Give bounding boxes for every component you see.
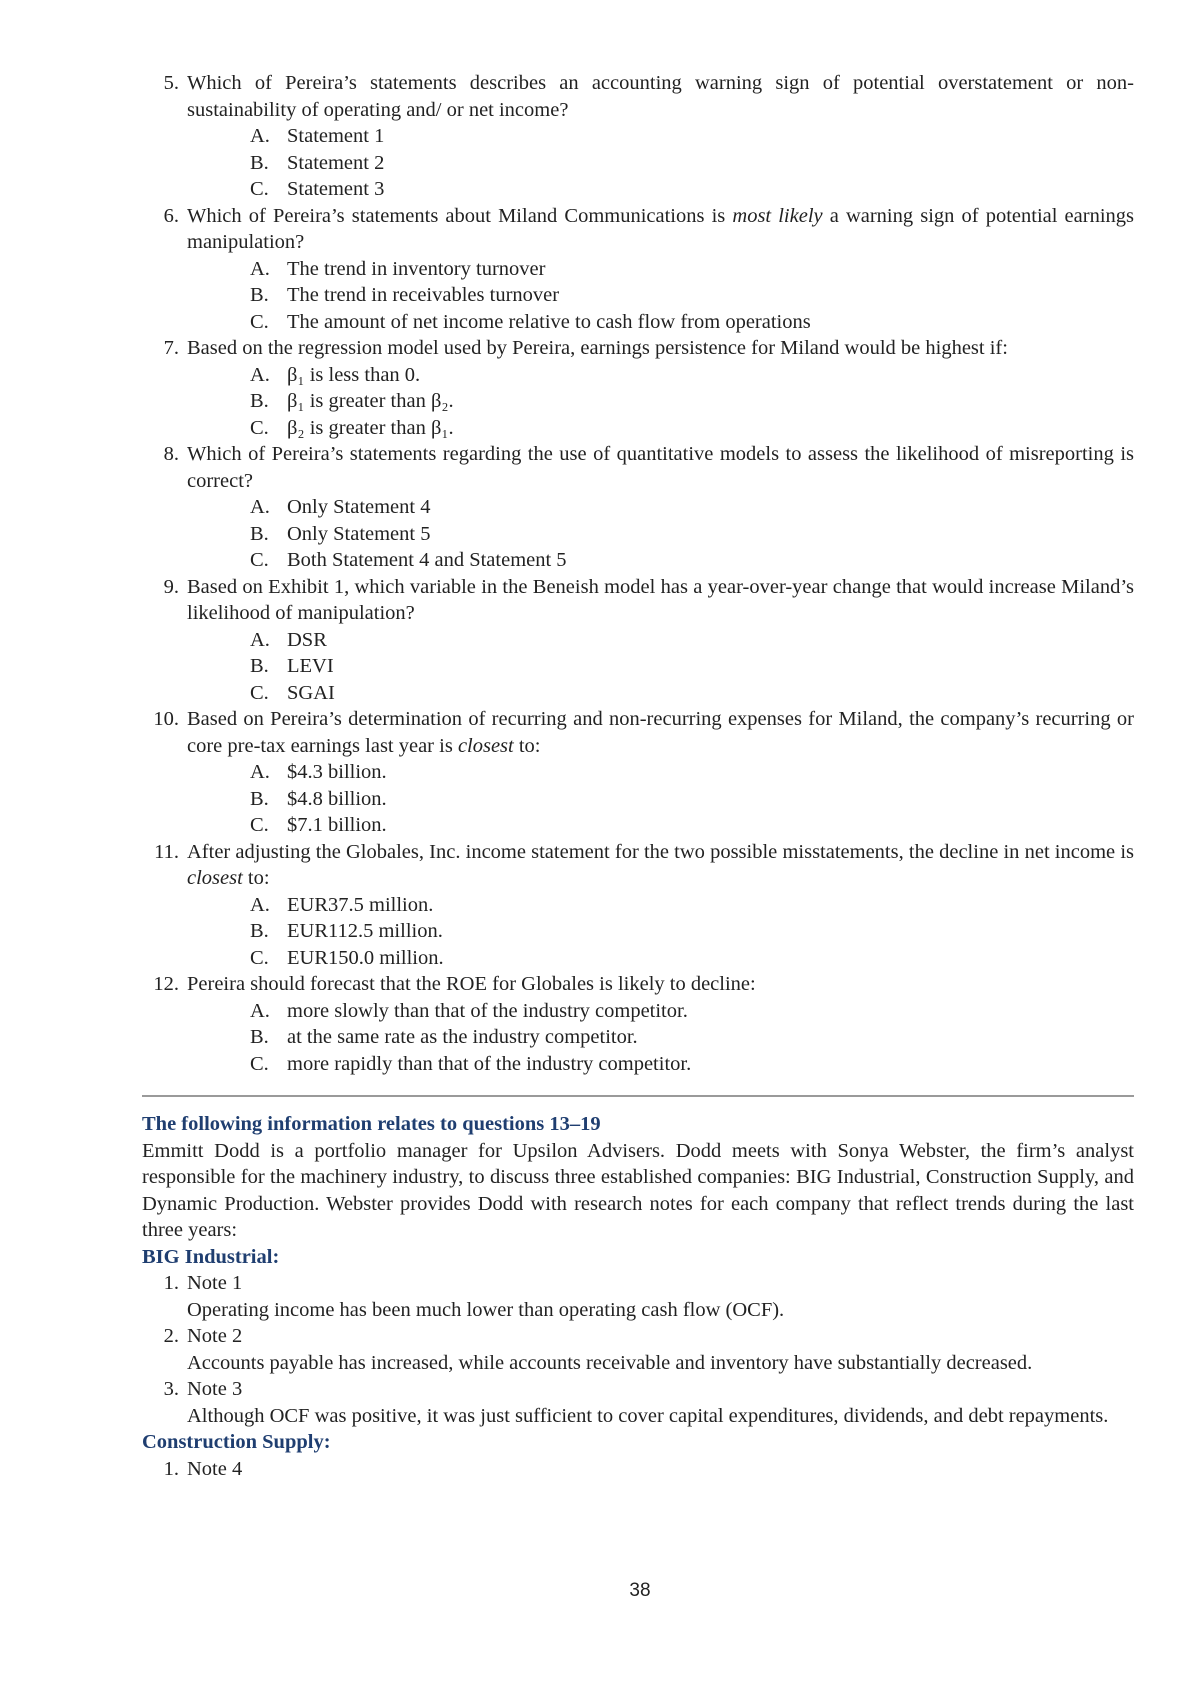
option [142,653,1134,680]
emphasis: closest [457,734,514,757]
option-letter: C. [250,178,269,200]
option-text: The trend in receivables turnover [287,284,560,306]
note-body: Accounts payable has increased, while accounts receivable and inventory have substantially decreased. [187,1351,1033,1374]
option-letter: C. [250,1052,269,1075]
note-number: 1. [163,1272,179,1294]
option-letter: B. [250,390,269,412]
emphasis: most likely [732,204,823,227]
question-text: Based on Pereira’s determination of recurring and non-recurring expenses for Miland, the company’s recurring or core pre-tax earnings last year is closest to: [187,708,1134,757]
option [142,786,1134,813]
option-letter: A. [250,893,270,916]
option [142,123,1134,150]
option-letter: B. [250,151,269,174]
option [142,998,1134,1025]
option-text: EUR112.5 million. [287,920,443,942]
question-text: Which of Pereira’s statements describes an accounting warning sign of potential overstatement or non-sustainability of operating and/ or net income? [187,72,1134,121]
option-letter: C. [250,681,269,704]
option [142,309,1134,336]
option-text: more rapidly than that of the industry competitor. [287,1052,692,1075]
option-text: EUR37.5 million. [287,893,434,916]
document-page [142,70,1134,1482]
question-text: Based on Exhibit 1, which variable in the Beneish model has a year-over-year change that would increase Miland’s likelihood of manipulation? [187,575,1134,624]
option-letter: A. [250,761,270,783]
option [142,494,1134,521]
option-text: Statement 2 [287,151,385,174]
option-text: $4.8 billion. [287,787,387,810]
option-letter: A. [250,125,270,147]
option-letter: A. [250,999,270,1022]
question-text: Which of Pereira’s statements regarding the use of quantitative models to assess the likelihood of misreporting is correct? [187,443,1134,492]
note-number: 2. [163,1325,179,1347]
option [142,176,1134,203]
question-number: 5. [163,72,179,94]
option-letter: C. [250,549,269,571]
option [142,918,1134,945]
option-letter: A. [250,628,270,651]
option [142,362,1134,389]
option [142,256,1134,283]
company-heading-big-industrial: BIG Industrial: [142,1245,280,1268]
option-letter: B. [250,1026,269,1048]
question-number: 7. [163,337,179,359]
option-letter: B. [250,284,269,306]
option [142,627,1134,654]
option-text: LEVI [287,655,334,677]
option [142,812,1134,839]
question-7 [142,335,1134,362]
question-8 [142,441,1134,494]
option [142,547,1134,574]
section-heading: The following information relates to questions 13–19 [142,1113,601,1135]
option-text: Only Statement 5 [287,522,431,545]
option-letter: B. [250,522,269,545]
question-9 [142,574,1134,627]
option [142,150,1134,177]
option-letter: A. [250,257,270,280]
option-letter: A. [250,496,270,518]
question-number: 12. [153,973,179,995]
option-letter: A. [250,363,270,386]
option-text: $7.1 billion. [287,814,387,836]
option-text: β₁ is less than 0. [287,363,421,386]
note-item [142,1323,1134,1376]
option-letter: C. [250,310,269,333]
section-divider [142,1095,1134,1097]
option-text: DSR [287,628,327,651]
question-number: 8. [163,443,179,465]
note-item [142,1270,1134,1323]
option-text: β₁ is greater than β₂. [287,390,454,412]
option-letter: B. [250,920,269,942]
option-text: Statement 1 [287,125,385,147]
question-text: Based on the regression model used by Pereira, earnings persistence for Miland would be highest if: [187,337,1008,359]
option-text: The trend in inventory turnover [287,257,546,280]
question-6 [142,203,1134,256]
option-text: more slowly than that of the industry competitor. [287,999,688,1022]
note-title: Note 3 [187,1378,243,1400]
option [142,759,1134,786]
question-number: 11. [154,840,179,863]
option-text: SGAI [287,681,335,704]
question-5 [142,70,1134,123]
option [142,388,1134,415]
question-11 [142,839,1134,892]
note-body: Operating income has been much lower than operating cash flow (OCF). [187,1298,785,1321]
option [142,1051,1134,1078]
option-text: β₂ is greater than β₁. [287,416,454,439]
option-text: Statement 3 [287,178,385,200]
note-title: Note 1 [187,1272,243,1294]
question-12 [142,971,1134,998]
option [142,892,1134,919]
note-title: Note 2 [187,1325,243,1347]
option-letter: B. [250,787,269,810]
note-body: Although OCF was positive, it was just sufficient to cover capital expenditures, dividends, and debt repayments. [187,1404,1109,1427]
option-text: at the same rate as the industry competitor. [287,1026,638,1048]
note-number: 1. [163,1457,179,1480]
note-number: 3. [163,1378,179,1400]
option-text: EUR150.0 million. [287,946,444,969]
option [142,945,1134,972]
emphasis: closest [187,867,243,889]
option-letter: C. [250,416,269,439]
page-number: 38 [629,1580,651,1601]
question-number: 9. [163,575,179,598]
intro-paragraph: Emmitt Dodd is a portfolio manager for Upsilon Advisers. Dodd meets with Sonya Webster, the firm’s analyst responsible for the machinery industry, to discuss three established companies: BIG Industrial, Construction Supply, and Dynamic Production. Webster provides Dodd with research notes for each company that reflect trends during the last three years: [142,1139,1134,1241]
option-text: $4.3 billion. [287,761,387,783]
question-number: 10. [153,708,179,730]
option-letter: B. [250,655,269,677]
question-text: Pereira should forecast that the ROE for Globales is likely to decline: [187,973,756,995]
option [142,282,1134,309]
company-heading-construction-supply: Construction Supply: [142,1431,331,1453]
option-text: Only Statement 4 [287,496,431,518]
question-number: 6. [163,204,179,227]
note-title: Note 4 [187,1457,243,1480]
option-text: Both Statement 4 and Statement 5 [287,549,567,571]
option-letter: C. [250,814,269,836]
note-item [142,1376,1134,1429]
option-letter: C. [250,946,269,969]
note-item [142,1456,1134,1483]
option [142,415,1134,442]
question-text: After adjusting the Globales, Inc. income statement for the two possible misstatements, the decline in net income is closest to: [187,840,1134,889]
option [142,680,1134,707]
option [142,521,1134,548]
question-10 [142,706,1134,759]
question-text: Which of Pereira’s statements about Miland Communications is most likely a warning sign of potential earnings manipulation? [187,204,1134,253]
option-text: The amount of net income relative to cash flow from operations [287,310,811,333]
option [142,1024,1134,1051]
